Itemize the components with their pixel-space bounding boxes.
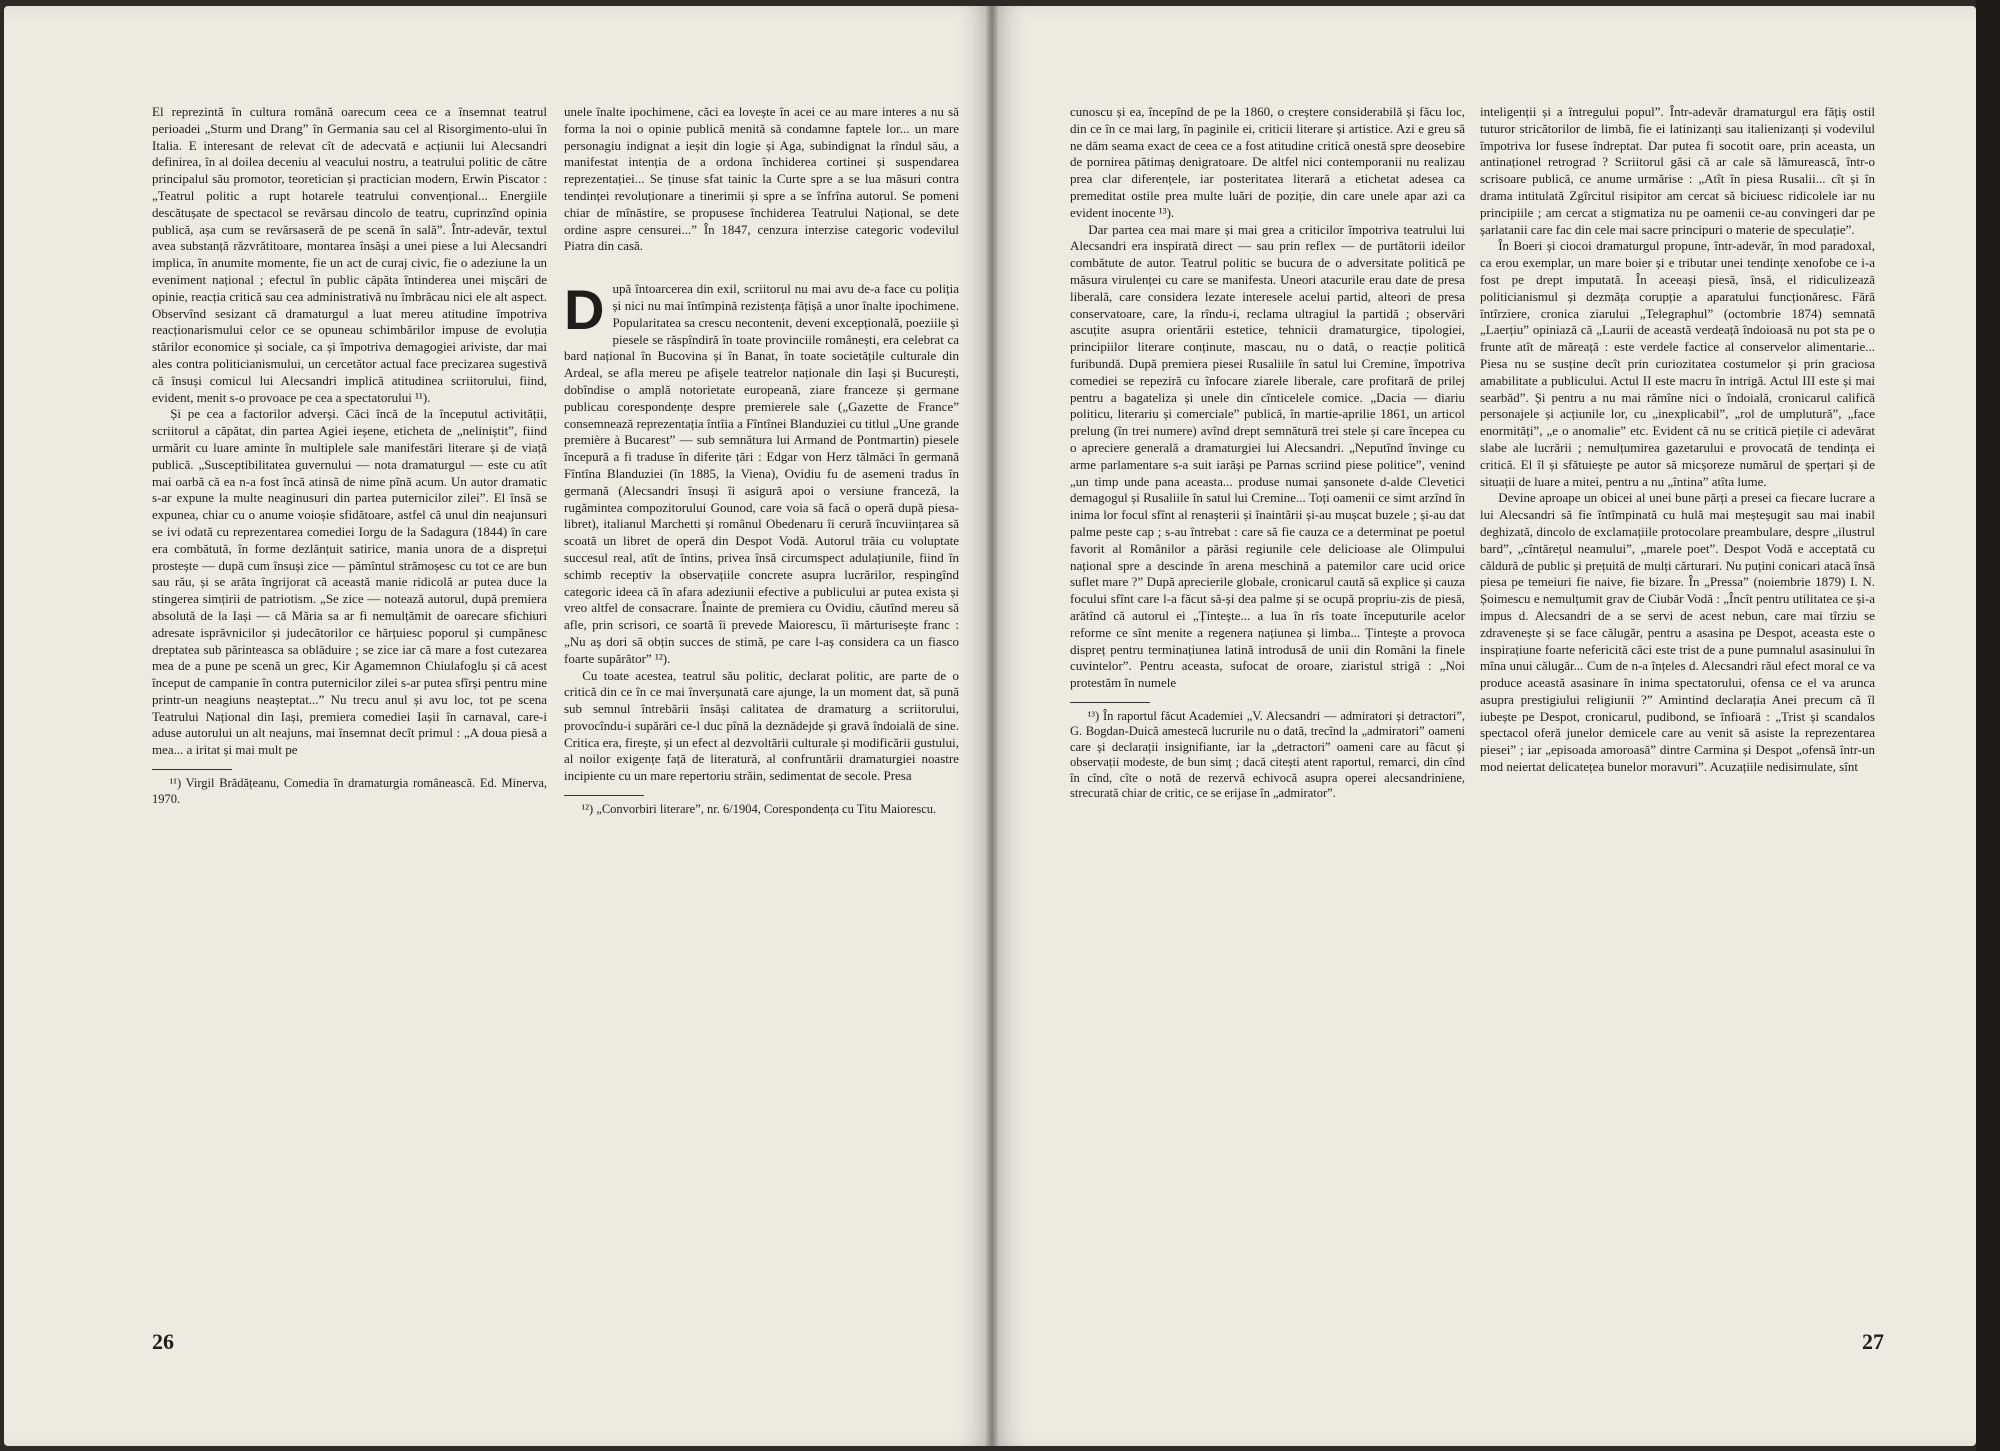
drop-cap: D <box>564 278 605 342</box>
paragraph: cunoscu și ea, începînd de pe la 1860, o creștere considerabilă și făcu loc, din ce în ce mai larg, în paginile ei, criticii literare și artistice. Azi e greu să ne dăm seama exact de ceea ce a fost atitudine critică onestă spre deosebire de pornirea pătimaș denigratoare. De altfel nici contemporanii nu realizau prea clar diferențele, iar posteritatea literară a etichetat adesea ca premeditat ostile prea multe luări de poziție, din care unele apar azi ca evident inocente ¹³). <box>1070 104 1465 220</box>
right-column-1 <box>1070 104 1465 802</box>
left-page <box>4 6 992 1446</box>
footnote: ¹²) „Convorbiri literare”, nr. 6/1904, Corespondența cu Titu Maiorescu. <box>581 802 937 817</box>
paragraph: El reprezintă în cultura română oarecum ceea ce a însemnat teatrul perioadei „Sturm und Drang” în Germania sau cel al Risorgimento-ului în Italia. E interesant de relevat cît de adecvată e acțiunii lui Alecsandri definirea, în al doilea deceniu al veacului nostru, a teatrului politic de către principalul său promotor, teoretician și practician modern, Erwin Piscator : „Teatrul politic a rupt hotarele teatrului convențional... Energiile descătușate de spectacol se revărsau dincolo de teatru, cuprinzînd opinia publică, așa cum se revărsaseră de pe scenă în sală”. Într-adevăr, textul avea substanță răzvrătitoare, montarea însăși a unei piese a lui Alecsandri implica, în anumite momente, fie un act de curaj civic, fie o adeziune la un eveniment național ; efectul în public căpăta întinderea unei mișcări de opinie, reacția critică sau cea administrativă nu îmbrăcau nici ele alt aspect. Observînd sesizant că dramaturgul a luat mereu atitudine împotriva reacționarismului celor ce se opuneau schimbărilor impuse de evoluția stărilor economice și sociale, ca și împotriva demagogiei ariviste, dar mai ales contra politicianismului, un cercetător actual face precizarea sugestivă că însuși comicul lui Alecsandri implică atitudinea scriitorului, fiind, evident, menit s-o provoace pe cea a spectatorului ¹¹). <box>152 104 547 405</box>
paragraph: unele înalte ipochimene, căci ea lovește în acei ce au mare interes a nu să forma la noi o opinie publică menită să condamne faptele lor... un mare personagiu indignat a ieșit din logie și Aga, subindignat la rîndul său, a manifestat intenția de a ordona închiderea cortinei și suspendarea reprezentației... Se ținuse sfat tainic la Curte spre a se lua măsuri contra tendinței revoluționare a tinerimii și spre a se înfrîna autorul. Se pomeni chiar de mînăstire, se propusese închiderea Teatrului Național, se dete ordine aspre censurei...” În 1847, cenzura interzise categoric vodevilul Piatra din casă. <box>564 104 959 254</box>
footnote: ¹¹) Virgil Brădățeanu, Comedia în dramaturgia românească. Ed. Minerva, 1970. <box>152 776 547 806</box>
page-number: 27 <box>1862 1329 1884 1354</box>
footnote: ¹³) În raportul făcut Academiei „V. Alecsandri — admiratori și detractori”, G. Bogdan-Duică amestecă lucrurile nu o dată, trecînd la „admiratori” oameni care și declarații insignifiante, iar la „detractori” oameni care au făcut și observații modeste, de bun simț ; dacă citești atent raportul, remarci, din cînd în cînd, cîte o notă de rezervă echivocă asupra operei alecsandriniene, strecurată chiar de critic, ce se erijase în „admirator”. <box>1070 708 1465 801</box>
footnote-rule <box>1070 702 1150 703</box>
footnote-rule <box>564 795 644 796</box>
paragraph: Dar partea cea mai mare și mai grea a criticilor împotriva teatrului lui Alecsandri era inspirată direct — sau prin reflex — de purtătorii ideilor combătute de autor. Teatrul politic se bucura de o adversitate politică pe măsura virulenței cu care se manifesta. Uneori atacurile erau date de presa liberală, care considera lezate interesele acelui partid, alteori de presa conservatoare, care, la rîndu-i, reclama ultragiul la partidă ; observări ascuțite asupra orientării estetice, tehnicii dramaturgice, tipologiei, principiilor literare conținute, mascau, nu o dată, o reacție politică furibundă. După premiera piesei Rusaliile în satul lui Cremine, împotriva comediei se repeziră cu înfocare ziarele liberale, care profitară de prilej pentru a bagateliza și unele din cînticelele comice. „Dacia — diariu politicu, literariu și comerciale” publică, în martie-aprilie 1861, un articol prelung (în trei numere) avînd drept semnătură trei stele și care începea cu o apreciere generală a dramaturgiei lui Alecsandri. „Neputînd învinge cu arme parlamentare s-a suit iarăși pe Parnas scriind piese politice”, venind „un timp unde pana aceasta... produse numai șansonete d-alde Clevetici demagogul și Rusaliile în satul lui Cremine... Toți oamenii ce simt arzînd în inima lor focul sfînt al renașterii și înaintării și-au mușcat buzele ; și-au dat palme peste cap ; s-au întrebat : care să fie cauza ce a determinat pe poetul favorit al Românilor a părăsi regiunile cele delicioase ale Olimpului național spre a descinde în arena meschină a patemilor care ucid orice suflet mare ?” După aprecierile globale, cronicarul caută să explice și cauza focului sfînt care l-a făcut să-și dea palme și se ocupă propriu-zis de piesă, arătînd că autorul ei „Țintește... a lua în rîs toate începuturile acelor reforme ce sînt menite a regenera națiunea și limba... Țintește a provoca dispreț pentru terminațiunea latină introdusă de unii din Români la finele cuvintelor”. Pentru aceasta, sufocat de oroare, ziaristul strigă : „Noi protestăm în numele <box>1070 221 1465 691</box>
paragraph: Devine aproape un obicei al unei bune părți a presei ca fiecare lucrare a lui Alecsandri să fie întîmpinată cu hulă mai meșteșugit sau mai inabil deghizată, dincolo de exclamațiile protocolare preambulare, despre „ilustrul bard”, „cîntărețul neamului”, „marele poet”. Despot Vodă e acceptată cu căldură de public și prețuită de mulți cărturari. Nu puțini conicari atacă însă piesa pe temeiuri fie naive, fie bizare. În „Pressa” (noiembrie 1879) I. N. Șoimescu e nemulțumit grav de Ciubăr Vodă : „Încît pentru utilitatea ce și-a impus d. Alecsandri de a se servi de acest nebun, care mai tîrziu se zdravenește și se face călugăr, pentru a asasina pe Despot, aceasta este o inspirațiune foarte nefericită căci este trist de a pune pumnalul asasinului în mîna unui călugăr... Cum de n-a înțeles d. Alecsandri răul efect moral ce va produce această asasinare în inima spectatorului, ofensa ce el va arunca asupra prestigiului religiunii ?” Amintind declarația Anei precum că îl iubește pe Despot, cronicarul, pudibond, se înfioară : „Trist și scandalos spectacol oferă junelor demicele care au venit să asiste la reprezentarea piesei” ; iar „episoada amoroasă” dintre Carmina și Despot „ofensă într-un mod neiertat delicatețea bunelor moravuri”. Acuzațiile nedisimulate, sînt <box>1480 490 1875 775</box>
page-number: 26 <box>152 1329 174 1354</box>
paragraph: Și pe cea a factorilor adverși. Căci încă de la începutul activității, scriitorul a căpătat, din partea Agiei ieșene, eticheta de „neliniștit”, fiind urmărit cu luare aminte în multiplele sale manifestări literare și de viață publică. „Susceptibilitatea guvernului — nota dramaturgul — este cu atît mai oarbă că ea n-a fost încă atinsă de nime pînă acum. Un autor dramatic s-ar expune la multe neaginusuri din partea puternicilor zilei”. El însă se expunea, chiar cu o anume voioșie sfidătoare, astfel că unul din neajunsuri se ivi odată cu reprezentarea comediei Iorgu de la Sadagura (1844) în care era combătută, în forme dezlănțuit satirice, mania unora de a disprețui prostește — după cum însuși zice — pămîntul strămoșesc cu tot ce are bun sau rău, și se arăta îngrijorat că această manie ridicolă ar putea duce la stingerea simțirii de patriotism. „Se zice — notează autorul, după premiera absolută de la Iași — că Măria sa ar fi nemulțămit de oarecare sfichiuri adresate isprăvnicilor și judecătorilor ce hărțuiesc poporul și cumpănesc dreptatea sub părinteasca sa oblăduire ; se zice iar că mare a fost cutezarea mea de a pune pe scenă un grec, Kir Agamemnon Chiulafoglu și că acest început de campanie în contra puternicilor zilei s-ar putea sfîrși pentru mine printr-un neagiuns neașteptat...” Nu trecu anul și avu loc, tot pe scena Teatrului Național din Iași, premiera comediei Iașii în carnaval, care-i aduse autorului un alt neajuns, mai însemnat decît primul : „A doua piesă a mea... a iritat și mai mult pe <box>152 406 547 758</box>
right-page <box>992 6 1976 1446</box>
book-cover-edge <box>1976 0 2000 1451</box>
paragraph-text: upă întoarcerea din exil, scriitorul nu mai avu de-a face cu poliția și nici nu mai întîmpină rezistența fățișă a unor înalte ipochimene. Popularitatea sa crescu necontenit, deveni excepțională, poeziile și piesele se răspîndiră în toate provinciile românești, era celebrat ca bard național în Bucovina și în Banat, în toate societățile culturale din Ardeal, se afla mereu pe afișele teatrelor naționale din Iași și București, dobîndise o amplă notorietate europeană, ziare franceze și germane publicau corespondențe despre premierele sale („Gazette de France” consemnează reprezentația întîia a Fîntînei Blanduziei cu titlul „Une grande première à Bucarest” — sub semnătura lui Armand de Pontmartin) piesele începură a fi traduse în diferite țări : Edgar von Herz tălmăci în germană Fîntîna Blanduziei (în 1885, la Viena), Ovidiu fu de asemeni tradus în germană (Alecsandri însuși îi asigură apoi o versiune franceză, la rugămintea compozitorului Gounod, care voia să facă o operă după piesa-libret), italianul Marchetti și românul Obedenaru îi cerură încuviințarea să scoată un libret de operă din Despot Vodă. Autorul trăia cu voluptate succesul real, atît de întins, privea însă circumspect adulațiunile, fiind în schimb receptiv la observațiile concrete asupra lucrărilor, respingînd categoric ideea că în afara adeziunii efective a publicului ar putea exista și vreo altfel de consacrare. Înainte de premiera cu Ovidiu, căutînd mereu să afle, prin scrisori, ce soartă îi prevede Maiorescu, îi mărturisește franc : „Nu aș dori să obțin succes de stimă, pe care l-aș considera ca un fiasco foarte supărător” ¹²). <box>564 281 959 666</box>
paragraph: Cu toate acestea, teatrul său politic, declarat politic, are parte de o critică din ce în ce mai înverșunată care ajunge, la un moment dat, să pună sub semnul întrebării însăși calitatea de dramaturg a scriitorului, provocîndu-i supărări ce-l duc pînă la deznădejde și gravă îndoială de sine. Critica era, firește, și un efect al dezvoltării culturale și modificării gustului, al noilor exigențe față de literatură, al confruntării dramaturgiei noastre incipiente cu un mare repertoriu străin, sedimentat de secole. Presa <box>564 667 959 784</box>
paragraph: În Boeri și ciocoi dramaturgul propune, într-adevăr, în mod paradoxal, ca erou exemplar, un mare boier și e tributar unei tendințe xenofobe ce i-a fost pe drept imputată. În aceeași piesă, însă, el ridiculizează politicianismul și dezmăța corupție a aparatului funcționăresc. Fără întîrziere, cronica ziarului „Telegraphul” (octombrie 1874) semnată „Laerțiu” opiniază că „Laurii de această verdeață îndoioasă nu pot sta pe o frunte atît de măreață : este verdele factice al conservelor alimentarie... Piesa nu se susține decît prin curiozitatea costumelor și prin graciosa amabilitate a publicului. Actul II este macru în intrigă. Actul III este și mai searbăd”. Și pentru a nu mai rămîne nici o îndoială, cronicarul califică personajele și acțiunile lor, cu „inexplicabil”, „rol de umplutură”, „face enormități”, „e o anomalie” etc. Evident că nu se critică piețile ci adevărat slabe ale lucrării ; nemulțumirea gazetarului e provocată de tendința ei critică. El îl și sfătuiește pe autor să micșoreze numărul de șperțari și de situații de luare a mitei, pentru a nu „întina” atîta lume. <box>1480 238 1875 489</box>
footnote-rule <box>152 769 232 770</box>
book-gutter <box>986 6 998 1446</box>
paragraph-with-dropcap <box>564 278 959 667</box>
left-column-1 <box>152 104 547 807</box>
paragraph: inteligenții și a întregului popul”. Într-adevăr dramaturgul era fățiș ostil tuturor stricătorilor de limbă, fie ei latinizanți sau italienizanți și vodevilul împotriva lor fusese îndreptat. Dar putea fi socotit oare, prin aceasta, un antinaționel retrograd ? Scriitorul găsi că ar cale să lămurească, într-o scrisoare publică, ce anume urmărise : „Atît în piesa Rusalii... cît și în drama intitulată Zgîrcitul risipitor am cercat să biciuesc ridicolele iar nu principiile ; am cercat a stigmatiza nu pe oamenii ce-au convingeri dar pe șarlatanii care fac din cele mai sacre principuri o materie de speculație”. <box>1480 104 1875 237</box>
right-column-2 <box>1480 104 1875 776</box>
left-column-2 <box>564 104 959 818</box>
